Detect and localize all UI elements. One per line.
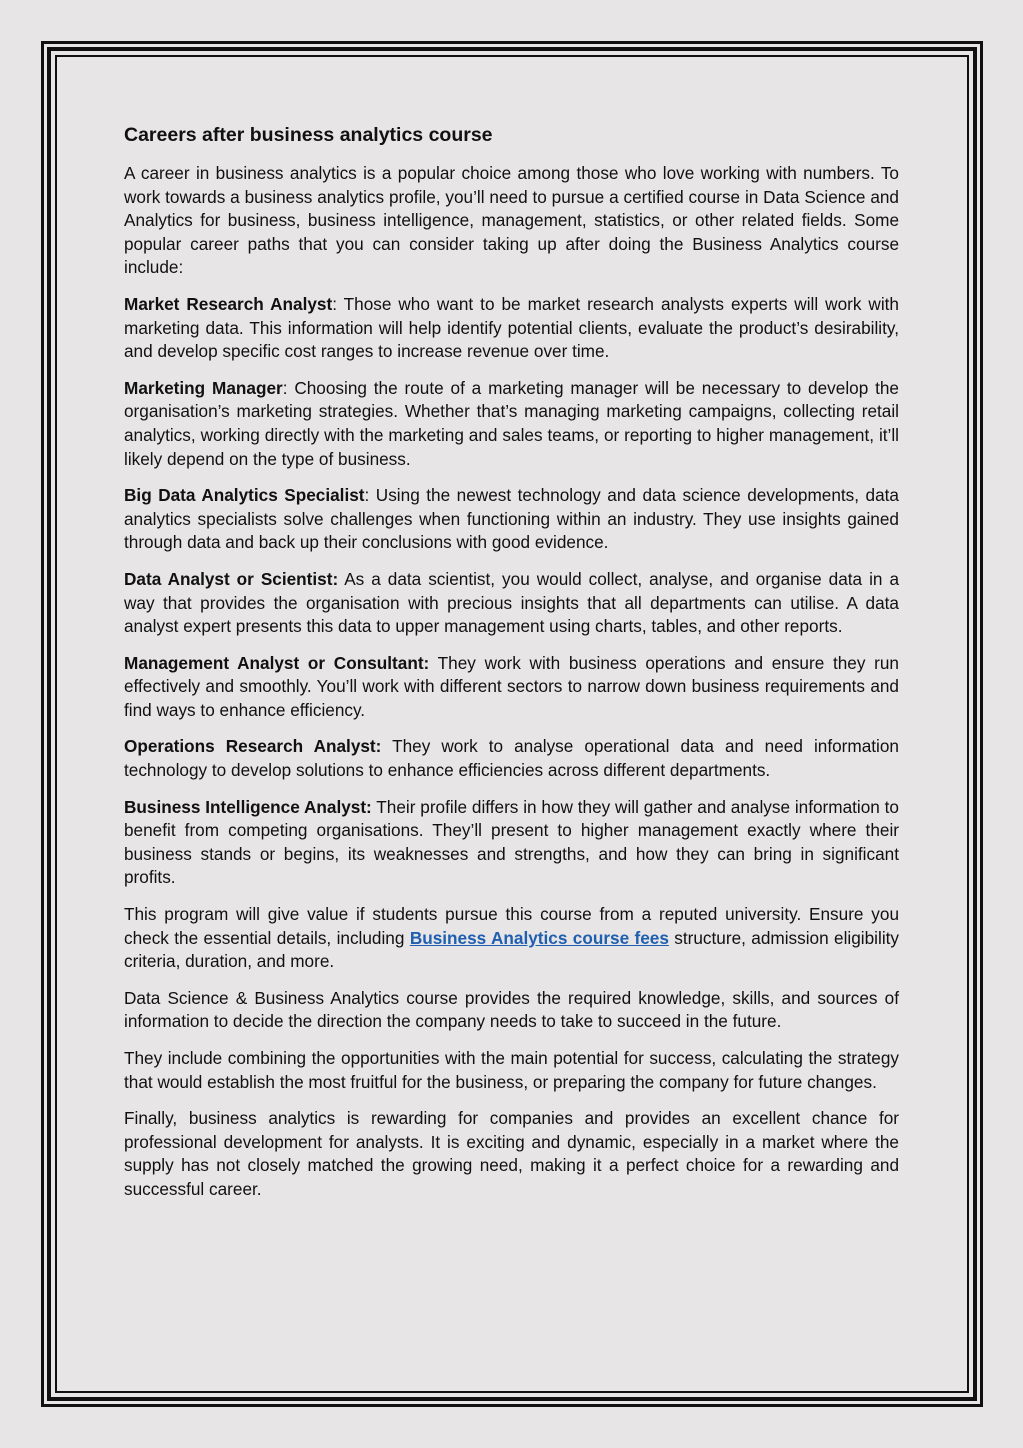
closing-paragraph: Finally, business analytics is rewarding for companies and provides an excellent chance for professional development for analysts. It is exciting and dynamic, especially in a market where the supply has not closely matched the growing need, making it a perfect choice for a rewarding and successful career.	[124, 1108, 899, 1199]
document-body	[124, 122, 899, 1215]
career-description: They work to analyse operational data and need information technology to develop solutions to enhance efficiencies across different departments.	[124, 736, 899, 781]
career-term: Management Analyst or Consultant:	[124, 652, 430, 673]
closing-paragraph: Data Science & Business Analytics course provides the required knowledge, skills, and sources of information to decide the direction the company needs to take to succeed in the future.	[124, 987, 899, 1032]
closing-paragraph: They include combining the opportunities with the main potential for success, calculating the strategy that would establish the most fruitful for the business, or preparing the company for future changes.	[124, 1048, 899, 1092]
document-title: Careers after business analytics course	[124, 124, 493, 146]
program-paragraph	[124, 903, 899, 974]
career-term: Market Research Analyst	[124, 293, 333, 314]
career-operations-research-analyst	[124, 735, 899, 782]
career-marketing-manager	[124, 377, 899, 471]
career-description: : Choosing the route of a marketing manager will be necessary to develop the organisation’s marketing strategies. Whether that’s managing marketing campaigns, collecting retail analytics, working directly with the marketing and sales teams, or reporting to higher management, it’ll likely depend on the type of business.	[124, 377, 899, 469]
career-description: As a data scientist, you would collect, analyse, and organise data in a way that provides the organisation with precious insights that all departments can utilise. A data analyst expert presents this data to upper management using charts, tables, and other reports.	[124, 568, 899, 637]
career-description: : Those who want to be market research analysts experts will work with marketing data. This information will help identify potential clients, evaluate the product’s desirability, and develop specific cost ranges to increase revenue over time.	[124, 293, 899, 362]
career-term: Data Analyst or Scientist:	[124, 568, 339, 589]
career-term: Operations Research Analyst:	[124, 736, 382, 757]
career-market-research-analyst	[124, 293, 899, 364]
career-business-intelligence-analyst	[124, 796, 899, 890]
career-term: Business Intelligence Analyst:	[124, 796, 372, 817]
career-management-analyst	[124, 652, 899, 723]
intro-paragraph: A career in business analytics is a popular choice among those who love working with numbers. To work towards a business analytics profile, you’ll need to pursue a certified course in Data Science and Analytics for business, business intelligence, management, statistics, or other related fields. Some popular career paths that you can consider taking up after doing the Business Analytics course include:	[124, 163, 899, 278]
career-term: Marketing Manager	[124, 377, 283, 398]
career-data-analyst-or-scientist	[124, 568, 899, 639]
career-big-data-analytics-specialist	[124, 484, 899, 555]
career-term: Big Data Analytics Specialist	[124, 485, 365, 506]
career-description: Their profile differs in how they will gather and analyse information to benefit from competing organisations. They’ll present to higher management exactly where their business stands or begins, its weaknesses and strengths, and how they can bring in significant profits.	[124, 796, 899, 888]
program-text-before: This program will give value if students pursue this course from a reputed university. Ensure you check the essential details, including	[124, 904, 899, 948]
career-description: : Using the newest technology and data science developments, data analytics specialists solve challenges when functioning within an industry. They use insights gained through data and back up their conclusions with good evidence.	[124, 485, 899, 553]
course-fees-link[interactable]: Business Analytics course fees	[409, 927, 669, 948]
career-description: They work with business operations and ensure they run effectively and smoothly. You’ll work with different sectors to narrow down business requirements and find ways to enhance efficiency.	[124, 652, 899, 720]
program-text-after: structure, admission eligibility criteria, duration, and more.	[124, 927, 900, 972]
